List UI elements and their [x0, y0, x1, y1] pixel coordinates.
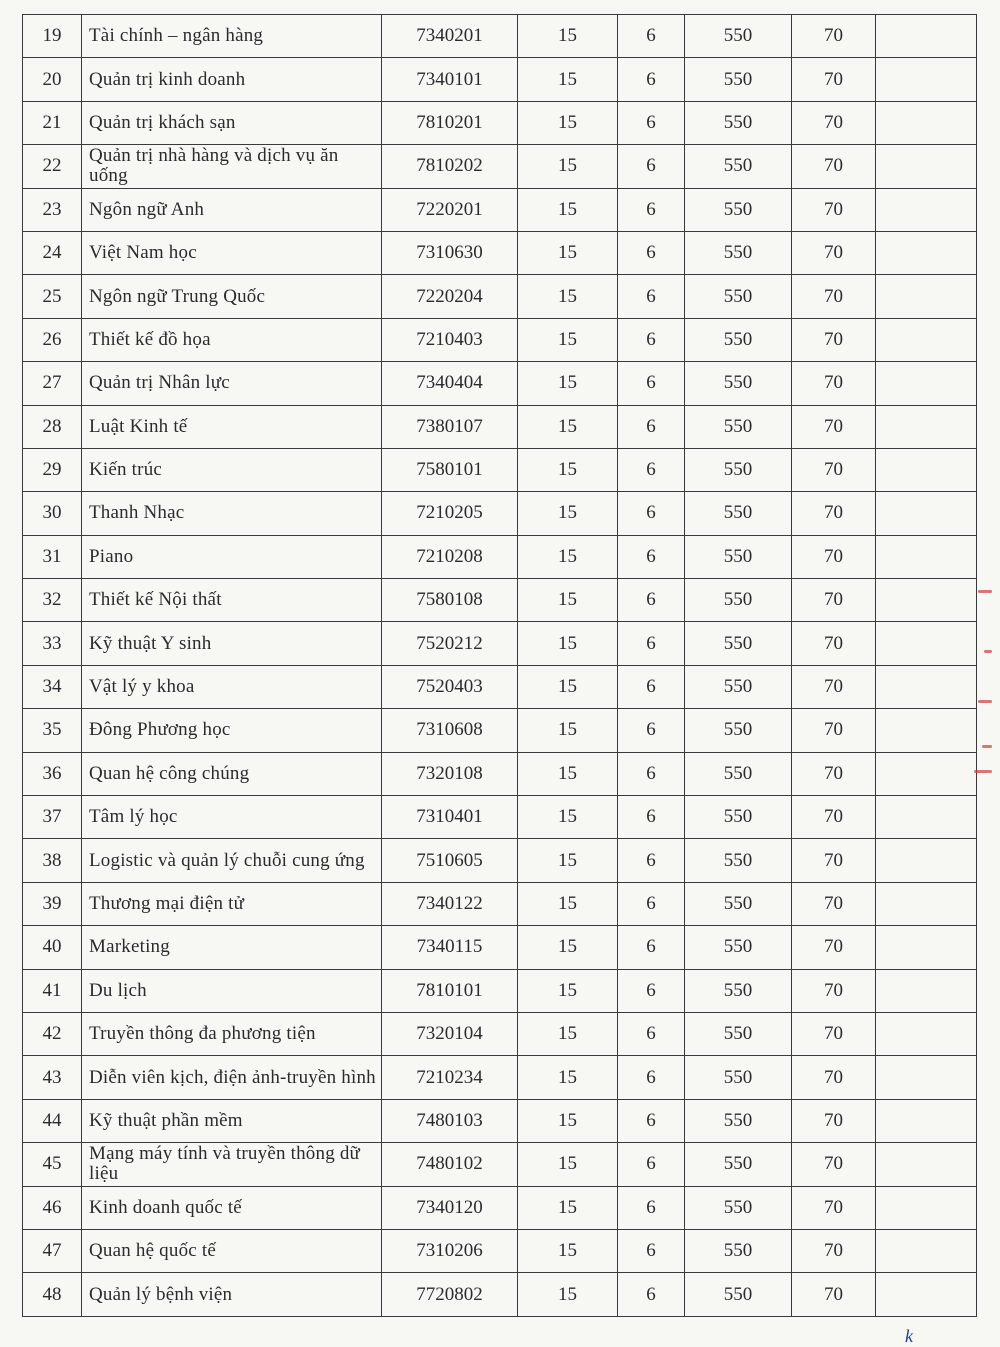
program-name: Quản trị nhà hàng và dịch vụ ăn uống — [82, 145, 382, 188]
value-col-a: 15 — [518, 969, 618, 1012]
value-col-b: 6 — [618, 362, 685, 405]
value-col-b: 6 — [618, 752, 685, 795]
value-col-e — [876, 1229, 977, 1272]
row-number: 25 — [23, 275, 82, 318]
stamp-mark — [978, 700, 992, 703]
table-row — [23, 926, 977, 969]
value-col-b: 6 — [618, 188, 685, 231]
value-col-c: 550 — [685, 579, 792, 622]
value-col-d: 70 — [792, 752, 876, 795]
value-col-e — [876, 1186, 977, 1229]
row-number: 45 — [23, 1143, 82, 1186]
row-number: 21 — [23, 101, 82, 144]
value-col-a: 15 — [518, 1229, 618, 1272]
value-col-c: 550 — [685, 1229, 792, 1272]
value-col-e — [876, 752, 977, 795]
table-row — [23, 58, 977, 101]
value-col-a: 15 — [518, 1143, 618, 1186]
value-col-e — [876, 362, 977, 405]
program-name: Luật Kinh tế — [82, 405, 382, 448]
row-number: 39 — [23, 882, 82, 925]
value-col-b: 6 — [618, 492, 685, 535]
value-col-e — [876, 1143, 977, 1186]
value-col-b: 6 — [618, 1143, 685, 1186]
value-col-a: 15 — [518, 318, 618, 361]
program-code: 7210205 — [382, 492, 518, 535]
program-name: Quản trị khách sạn — [82, 101, 382, 144]
row-number: 27 — [23, 362, 82, 405]
table-row — [23, 969, 977, 1012]
table-row — [23, 318, 977, 361]
value-col-a: 15 — [518, 665, 618, 708]
value-col-e — [876, 405, 977, 448]
value-col-b: 6 — [618, 1012, 685, 1055]
table-row — [23, 665, 977, 708]
program-code: 7310206 — [382, 1229, 518, 1272]
value-col-b: 6 — [618, 709, 685, 752]
row-number: 30 — [23, 492, 82, 535]
program-code: 7310630 — [382, 231, 518, 274]
value-col-c: 550 — [685, 926, 792, 969]
value-col-c: 550 — [685, 752, 792, 795]
value-col-c: 550 — [685, 1143, 792, 1186]
program-name: Kỹ thuật phần mềm — [82, 1099, 382, 1142]
row-number: 43 — [23, 1056, 82, 1099]
program-name: Truyền thông đa phương tiện — [82, 1012, 382, 1055]
stamp-mark — [982, 745, 992, 748]
value-col-d: 70 — [792, 1229, 876, 1272]
program-name: Vật lý y khoa — [82, 665, 382, 708]
value-col-b: 6 — [618, 882, 685, 925]
program-name: Quản lý bệnh viện — [82, 1273, 382, 1316]
program-code: 7810202 — [382, 145, 518, 188]
program-name: Quan hệ quốc tế — [82, 1229, 382, 1272]
program-name: Piano — [82, 535, 382, 578]
program-code: 7340122 — [382, 882, 518, 925]
table-row — [23, 839, 977, 882]
value-col-c: 550 — [685, 1099, 792, 1142]
program-name: Tài chính – ngân hàng — [82, 15, 382, 58]
program-code: 7520212 — [382, 622, 518, 665]
admissions-table — [22, 14, 977, 1317]
program-name: Diễn viên kịch, điện ảnh-truyền hình — [82, 1056, 382, 1099]
value-col-d: 70 — [792, 101, 876, 144]
table-row — [23, 448, 977, 491]
program-name: Quản trị kinh doanh — [82, 58, 382, 101]
table-body — [23, 15, 977, 1317]
row-number: 35 — [23, 709, 82, 752]
table-row — [23, 188, 977, 231]
table-row — [23, 101, 977, 144]
value-col-d: 70 — [792, 58, 876, 101]
value-col-c: 550 — [685, 1186, 792, 1229]
value-col-c: 550 — [685, 275, 792, 318]
program-name: Thiết kế Nội thất — [82, 579, 382, 622]
value-col-a: 15 — [518, 752, 618, 795]
value-col-e — [876, 796, 977, 839]
stamp-mark — [984, 650, 992, 653]
value-col-c: 550 — [685, 535, 792, 578]
program-name: Việt Nam học — [82, 231, 382, 274]
value-col-d: 70 — [792, 709, 876, 752]
value-col-a: 15 — [518, 275, 618, 318]
value-col-d: 70 — [792, 926, 876, 969]
value-col-e — [876, 926, 977, 969]
program-code: 7210234 — [382, 1056, 518, 1099]
value-col-a: 15 — [518, 882, 618, 925]
value-col-b: 6 — [618, 622, 685, 665]
value-col-a: 15 — [518, 492, 618, 535]
value-col-e — [876, 1099, 977, 1142]
value-col-b: 6 — [618, 796, 685, 839]
value-col-c: 550 — [685, 231, 792, 274]
row-number: 20 — [23, 58, 82, 101]
stamp-mark — [978, 590, 992, 593]
value-col-e — [876, 622, 977, 665]
program-code: 7310608 — [382, 709, 518, 752]
program-code: 7320104 — [382, 1012, 518, 1055]
program-name: Thương mại điện tử — [82, 882, 382, 925]
value-col-d: 70 — [792, 448, 876, 491]
value-col-d: 70 — [792, 1273, 876, 1316]
value-col-e — [876, 15, 977, 58]
value-col-e — [876, 579, 977, 622]
value-col-b: 6 — [618, 1056, 685, 1099]
value-col-b: 6 — [618, 275, 685, 318]
value-col-a: 15 — [518, 362, 618, 405]
value-col-a: 15 — [518, 579, 618, 622]
value-col-e — [876, 145, 977, 188]
value-col-a: 15 — [518, 1186, 618, 1229]
value-col-a: 15 — [518, 926, 618, 969]
value-col-b: 6 — [618, 145, 685, 188]
value-col-a: 15 — [518, 1273, 618, 1316]
table-row — [23, 231, 977, 274]
row-number: 23 — [23, 188, 82, 231]
value-col-b: 6 — [618, 535, 685, 578]
table-row — [23, 1056, 977, 1099]
value-col-c: 550 — [685, 622, 792, 665]
row-number: 29 — [23, 448, 82, 491]
program-code: 7210403 — [382, 318, 518, 361]
value-col-d: 70 — [792, 796, 876, 839]
value-col-a: 15 — [518, 709, 618, 752]
value-col-e — [876, 1056, 977, 1099]
value-col-e — [876, 448, 977, 491]
value-col-b: 6 — [618, 579, 685, 622]
value-col-d: 70 — [792, 839, 876, 882]
table-row — [23, 405, 977, 448]
row-number: 47 — [23, 1229, 82, 1272]
value-col-e — [876, 535, 977, 578]
value-col-a: 15 — [518, 405, 618, 448]
program-code: 7480103 — [382, 1099, 518, 1142]
program-name: Thiết kế đồ họa — [82, 318, 382, 361]
program-name: Kỹ thuật Y sinh — [82, 622, 382, 665]
row-number: 31 — [23, 535, 82, 578]
value-col-d: 70 — [792, 15, 876, 58]
value-col-e — [876, 1012, 977, 1055]
value-col-c: 550 — [685, 839, 792, 882]
value-col-e — [876, 709, 977, 752]
value-col-a: 15 — [518, 231, 618, 274]
value-col-b: 6 — [618, 448, 685, 491]
value-col-a: 15 — [518, 535, 618, 578]
value-col-c: 550 — [685, 405, 792, 448]
value-col-c: 550 — [685, 188, 792, 231]
program-name: Quan hệ công chúng — [82, 752, 382, 795]
value-col-d: 70 — [792, 492, 876, 535]
value-col-d: 70 — [792, 231, 876, 274]
table-row — [23, 882, 977, 925]
stamp-mark — [974, 770, 992, 773]
value-col-e — [876, 492, 977, 535]
value-col-e — [876, 318, 977, 361]
row-number: 41 — [23, 969, 82, 1012]
program-name: Mạng máy tính và truyền thông dữ liệu — [82, 1143, 382, 1186]
value-col-b: 6 — [618, 1186, 685, 1229]
row-number: 33 — [23, 622, 82, 665]
table-row — [23, 535, 977, 578]
value-col-c: 550 — [685, 1273, 792, 1316]
row-number: 40 — [23, 926, 82, 969]
value-col-a: 15 — [518, 1056, 618, 1099]
table-row — [23, 362, 977, 405]
program-code: 7580108 — [382, 579, 518, 622]
value-col-b: 6 — [618, 231, 685, 274]
row-number: 46 — [23, 1186, 82, 1229]
value-col-c: 550 — [685, 58, 792, 101]
value-col-b: 6 — [618, 1229, 685, 1272]
value-col-c: 550 — [685, 796, 792, 839]
value-col-a: 15 — [518, 839, 618, 882]
table-row — [23, 1099, 977, 1142]
program-code: 7340404 — [382, 362, 518, 405]
value-col-a: 15 — [518, 1012, 618, 1055]
value-col-e — [876, 101, 977, 144]
row-number: 24 — [23, 231, 82, 274]
value-col-d: 70 — [792, 1143, 876, 1186]
value-col-c: 550 — [685, 665, 792, 708]
row-number: 42 — [23, 1012, 82, 1055]
row-number: 37 — [23, 796, 82, 839]
program-code: 7340115 — [382, 926, 518, 969]
value-col-d: 70 — [792, 1186, 876, 1229]
program-name: Ngôn ngữ Trung Quốc — [82, 275, 382, 318]
value-col-c: 550 — [685, 1056, 792, 1099]
row-number: 32 — [23, 579, 82, 622]
program-code: 7810201 — [382, 101, 518, 144]
value-col-c: 550 — [685, 448, 792, 491]
program-name: Tâm lý học — [82, 796, 382, 839]
program-code: 7520403 — [382, 665, 518, 708]
program-name: Kiến trúc — [82, 448, 382, 491]
value-col-d: 70 — [792, 362, 876, 405]
value-col-b: 6 — [618, 665, 685, 708]
value-col-d: 70 — [792, 275, 876, 318]
value-col-d: 70 — [792, 188, 876, 231]
row-number: 44 — [23, 1099, 82, 1142]
table-row — [23, 752, 977, 795]
value-col-d: 70 — [792, 622, 876, 665]
program-name: Du lịch — [82, 969, 382, 1012]
program-name: Quản trị Nhân lực — [82, 362, 382, 405]
value-col-e — [876, 275, 977, 318]
value-col-c: 550 — [685, 15, 792, 58]
program-name: Logistic và quản lý chuỗi cung ứng — [82, 839, 382, 882]
program-name: Kinh doanh quốc tế — [82, 1186, 382, 1229]
row-number: 19 — [23, 15, 82, 58]
value-col-d: 70 — [792, 665, 876, 708]
row-number: 26 — [23, 318, 82, 361]
program-code: 7510605 — [382, 839, 518, 882]
value-col-d: 70 — [792, 579, 876, 622]
value-col-b: 6 — [618, 839, 685, 882]
table-row — [23, 15, 977, 58]
value-col-d: 70 — [792, 405, 876, 448]
value-col-a: 15 — [518, 15, 618, 58]
value-col-e — [876, 882, 977, 925]
value-col-b: 6 — [618, 318, 685, 361]
value-col-d: 70 — [792, 318, 876, 361]
program-code: 7340101 — [382, 58, 518, 101]
program-code: 7210208 — [382, 535, 518, 578]
value-col-d: 70 — [792, 882, 876, 925]
value-col-b: 6 — [618, 926, 685, 969]
table-row — [23, 622, 977, 665]
value-col-b: 6 — [618, 58, 685, 101]
value-col-c: 550 — [685, 1012, 792, 1055]
value-col-a: 15 — [518, 188, 618, 231]
value-col-a: 15 — [518, 1099, 618, 1142]
program-name: Ngôn ngữ Anh — [82, 188, 382, 231]
table-row — [23, 1143, 977, 1186]
value-col-e — [876, 1273, 977, 1316]
value-col-e — [876, 58, 977, 101]
value-col-a: 15 — [518, 58, 618, 101]
program-code: 7220204 — [382, 275, 518, 318]
value-col-d: 70 — [792, 1056, 876, 1099]
value-col-e — [876, 969, 977, 1012]
program-code: 7720802 — [382, 1273, 518, 1316]
table-row — [23, 709, 977, 752]
table-row — [23, 492, 977, 535]
row-number: 48 — [23, 1273, 82, 1316]
handwritten-initial: k — [905, 1326, 913, 1346]
program-code: 7480102 — [382, 1143, 518, 1186]
value-col-a: 15 — [518, 796, 618, 839]
table-row — [23, 1012, 977, 1055]
program-code: 7320108 — [382, 752, 518, 795]
value-col-b: 6 — [618, 15, 685, 58]
value-col-d: 70 — [792, 145, 876, 188]
table-row — [23, 796, 977, 839]
program-name: Marketing — [82, 926, 382, 969]
value-col-c: 550 — [685, 882, 792, 925]
value-col-b: 6 — [618, 969, 685, 1012]
program-name: Đông Phương học — [82, 709, 382, 752]
program-code: 7220201 — [382, 188, 518, 231]
value-col-a: 15 — [518, 101, 618, 144]
row-number: 22 — [23, 145, 82, 188]
table-row — [23, 1229, 977, 1272]
value-col-d: 70 — [792, 535, 876, 578]
value-col-e — [876, 665, 977, 708]
row-number: 38 — [23, 839, 82, 882]
value-col-c: 550 — [685, 145, 792, 188]
value-col-c: 550 — [685, 709, 792, 752]
value-col-b: 6 — [618, 101, 685, 144]
table-row — [23, 579, 977, 622]
value-col-d: 70 — [792, 1012, 876, 1055]
value-col-a: 15 — [518, 145, 618, 188]
value-col-c: 550 — [685, 362, 792, 405]
program-code: 7580101 — [382, 448, 518, 491]
value-col-e — [876, 188, 977, 231]
program-code: 7310401 — [382, 796, 518, 839]
table-row — [23, 275, 977, 318]
program-name: Thanh Nhạc — [82, 492, 382, 535]
value-col-e — [876, 231, 977, 274]
program-code: 7340120 — [382, 1186, 518, 1229]
row-number: 28 — [23, 405, 82, 448]
table-row — [23, 145, 977, 188]
value-col-d: 70 — [792, 1099, 876, 1142]
value-col-a: 15 — [518, 622, 618, 665]
row-number: 36 — [23, 752, 82, 795]
program-code: 7340201 — [382, 15, 518, 58]
program-code: 7380107 — [382, 405, 518, 448]
table-row — [23, 1186, 977, 1229]
value-col-e — [876, 839, 977, 882]
value-col-a: 15 — [518, 448, 618, 491]
program-code: 7810101 — [382, 969, 518, 1012]
table-row — [23, 1273, 977, 1316]
value-col-b: 6 — [618, 405, 685, 448]
value-col-c: 550 — [685, 969, 792, 1012]
value-col-c: 550 — [685, 492, 792, 535]
value-col-b: 6 — [618, 1099, 685, 1142]
value-col-c: 550 — [685, 318, 792, 361]
value-col-b: 6 — [618, 1273, 685, 1316]
value-col-c: 550 — [685, 101, 792, 144]
value-col-d: 70 — [792, 969, 876, 1012]
row-number: 34 — [23, 665, 82, 708]
